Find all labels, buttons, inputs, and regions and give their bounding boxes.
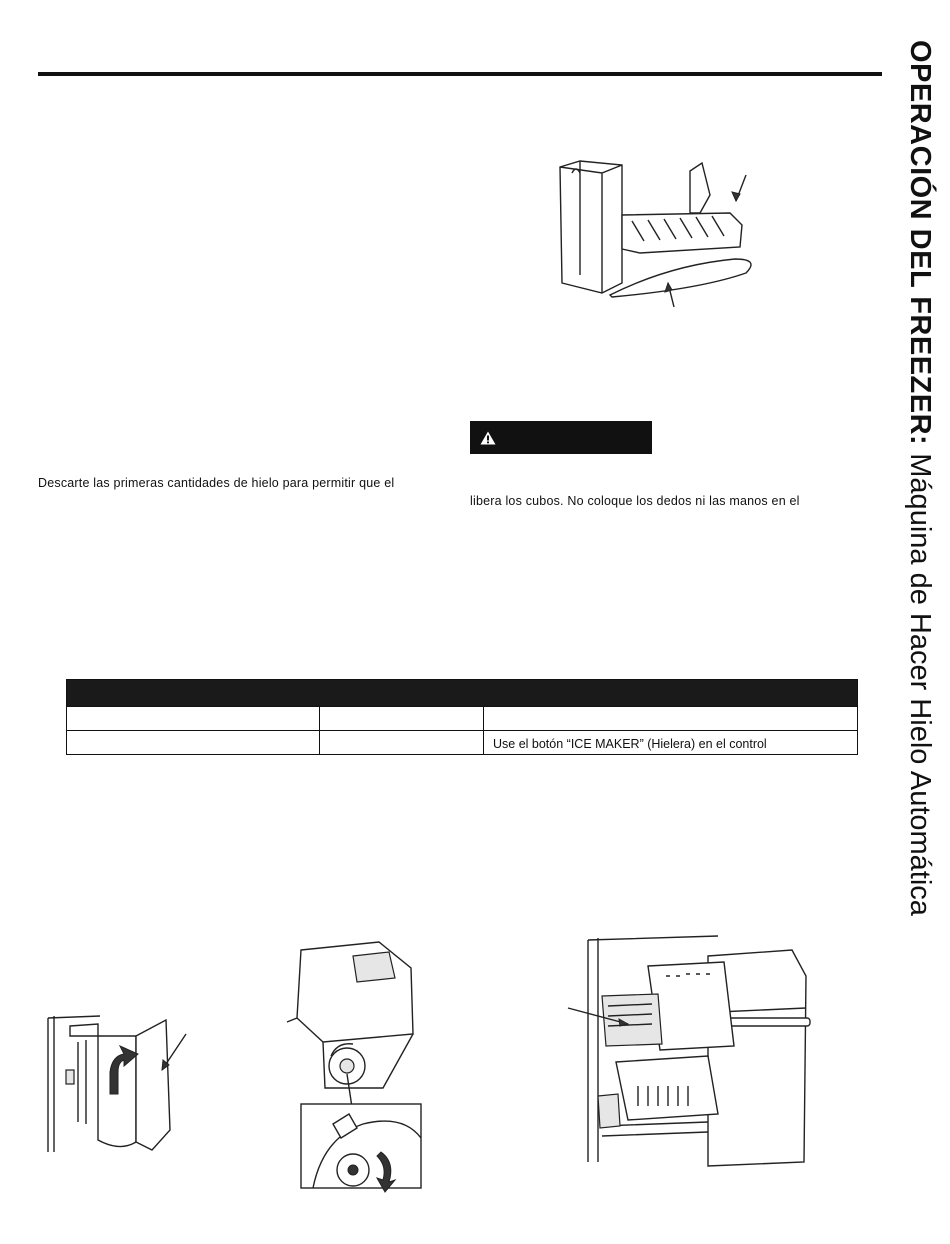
warning-bar — [470, 421, 652, 454]
side-section-title — [905, 40, 934, 916]
ice-maker-illustration — [550, 155, 760, 315]
freezer-door-illustration — [40, 1012, 200, 1157]
ice-maker-mechanism-illustration — [283, 938, 423, 1190]
table-row — [67, 706, 857, 730]
ice-maker-table — [66, 679, 858, 755]
table-cell — [484, 707, 857, 730]
table-cell — [320, 707, 484, 730]
table-header — [67, 680, 857, 706]
table-cell — [67, 731, 320, 754]
left-paragraph: Descarte las primeras cantidades de hielo para permitir que el — [38, 476, 395, 490]
side-title-bold: OPERACIÓN DEL FREEZER: — [904, 40, 936, 446]
table-cell — [320, 731, 484, 754]
table-row — [67, 730, 857, 754]
warning-triangle-icon — [480, 431, 496, 445]
table-cell: Use el botón “ICE MAKER” (Hielera) en el control — [493, 737, 767, 751]
table-cell — [67, 707, 320, 730]
side-title-light: Máquina de Hacer Hielo Automática — [904, 445, 936, 916]
top-rule — [38, 72, 882, 76]
freezer-drawer-illustration — [568, 936, 818, 1172]
right-paragraph: libera los cubos. No coloque los dedos ni las manos en el — [470, 494, 800, 508]
